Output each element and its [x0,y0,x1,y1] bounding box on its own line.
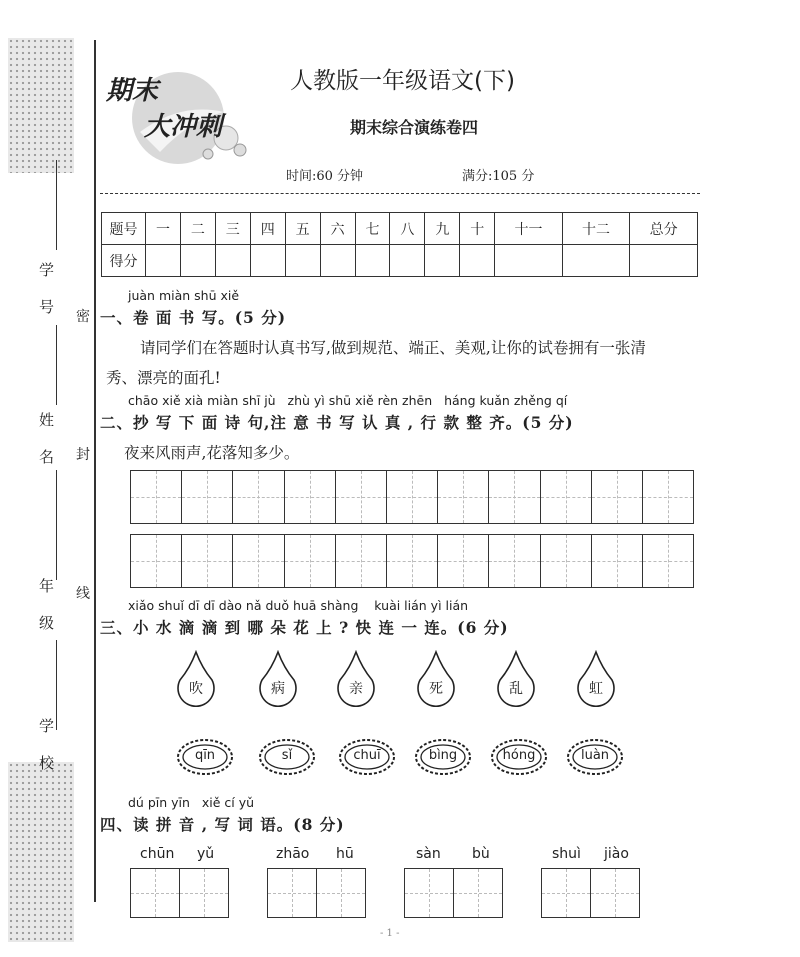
score-col: 一 [146,213,181,245]
score-col: 十一 [495,213,563,245]
score-cell[interactable] [425,245,460,277]
label-name: 姓名 [37,412,55,486]
score-cell[interactable] [250,245,285,277]
s3-pinyin: xiǎo shuǐ dī dī dào nǎ duǒ huā shàng kuài lián yì lián [128,598,469,613]
score-col: 七 [355,213,390,245]
drop-char: 吹 [189,681,203,697]
exam-full-score: 满分:105 分 [462,169,535,184]
word-box-4[interactable] [541,868,638,918]
s1-text-line2: 秀、漂亮的面孔! [106,369,221,387]
s2-poem: 夜来风雨声,花落知多少。 [124,444,300,462]
score-row-marks [102,245,698,277]
word-box-2[interactable] [267,868,364,918]
seal-xian: 线 [76,586,90,602]
word-box-3[interactable] [404,868,501,918]
header-divider [100,193,700,194]
binding-line [94,40,96,902]
flower-pinyin: chuī [353,748,381,763]
flower-pinyin: sǐ [281,748,293,763]
flower-pinyin: luàn [580,748,610,763]
writing-grid-row-1[interactable] [130,470,694,524]
water-drop[interactable] [574,650,618,712]
writing-grid-row-2[interactable] [130,534,694,588]
word-pinyin-b: hū [336,846,354,862]
page-subtitle: 期末综合演练卷四 [350,118,479,137]
flower-pinyin: qīn [194,748,216,763]
word-pinyin-a: zhāo [276,846,310,862]
page-title: 人教版一年级语文(下) [290,68,515,94]
score-cell[interactable] [460,245,495,277]
label-school: 学校 [37,718,55,792]
score-cell[interactable] [146,245,181,277]
score-cell[interactable] [355,245,390,277]
score-cell[interactable] [215,245,250,277]
score-cell[interactable] [562,245,630,277]
flower[interactable] [490,738,548,776]
score-marks-label: 得分 [102,245,146,277]
word-pinyin-a: shuì [552,846,581,862]
drop-char: 亲 [349,681,363,697]
flower-pinyin: bìng [428,748,458,763]
s1-pinyin: juàn miàn shū xiě [128,288,240,303]
score-col: 六 [320,213,355,245]
score-cell[interactable] [180,245,215,277]
word-pinyin-b: jiào [604,846,629,862]
score-cell[interactable] [495,245,563,277]
water-drop[interactable] [334,650,378,712]
s2-pinyin: chāo xiě xià miàn shī jù zhù yì shū xiě rèn zhēn háng kuǎn zhěng qí [128,393,568,408]
flower[interactable] [258,738,316,776]
logo [100,62,260,172]
logo-text-1: 期末 [106,76,159,106]
score-header-label: 题号 [102,213,146,245]
label-student-id: 学号 [37,262,55,336]
score-col: 五 [285,213,320,245]
s3-heading: 三、小 水 滴 滴 到 哪 朵 花 上 ? 快 连 一 连。(6 分) [100,618,509,637]
page-number: - 1 - [380,928,400,939]
score-row-numbers [102,213,698,245]
word-pinyin-a: sàn [416,846,441,862]
score-col: 四 [250,213,285,245]
water-drop[interactable] [256,650,300,712]
water-drop[interactable] [174,650,218,712]
word-pinyin-a: chūn [140,846,175,862]
label-grade: 年级 [37,578,55,652]
score-col: 十 [460,213,495,245]
word-pinyin-b: bù [472,846,490,862]
s2-heading: 二、抄 写 下 面 诗 句,注 意 书 写 认 真 , 行 款 整 齐。(5 分) [100,413,574,432]
score-col: 八 [390,213,425,245]
water-drop[interactable] [494,650,538,712]
word-pinyin-b: yǔ [197,846,215,862]
logo-text-2: 大冲刺 [144,112,223,142]
score-col: 三 [215,213,250,245]
s4-heading: 四、读 拼 音 , 写 词 语。(8 分) [100,815,345,834]
flower[interactable] [176,738,234,776]
score-table [101,212,698,277]
drop-char: 死 [429,681,443,697]
exam-time: 时间:60 分钟 [286,169,364,184]
flower[interactable] [566,738,624,776]
seal-feng: 封 [76,447,90,463]
drop-char: 虹 [589,681,603,697]
decor-pattern-top [8,38,74,173]
score-col: 总分 [630,213,698,245]
score-cell[interactable] [285,245,320,277]
score-col: 九 [425,213,460,245]
water-drop[interactable] [414,650,458,712]
seal-mi: 密 [76,309,90,325]
score-col: 二 [180,213,215,245]
s1-heading: 一、卷 面 书 写。(5 分) [100,308,287,327]
score-cell[interactable] [630,245,698,277]
score-col: 十二 [562,213,630,245]
s1-text-line1: 请同学们在答题时认真书写,做到规范、端正、美观,让你的试卷拥有一张清 [140,339,646,357]
flower[interactable] [338,738,396,776]
score-cell[interactable] [390,245,425,277]
word-box-1[interactable] [130,868,227,918]
flower[interactable] [414,738,472,776]
s4-pinyin: dú pīn yīn xiě cí yǔ [128,795,255,810]
score-cell[interactable] [320,245,355,277]
drop-char: 病 [271,681,285,697]
flower-pinyin: hóng [502,748,536,763]
drop-char: 乱 [509,681,523,697]
